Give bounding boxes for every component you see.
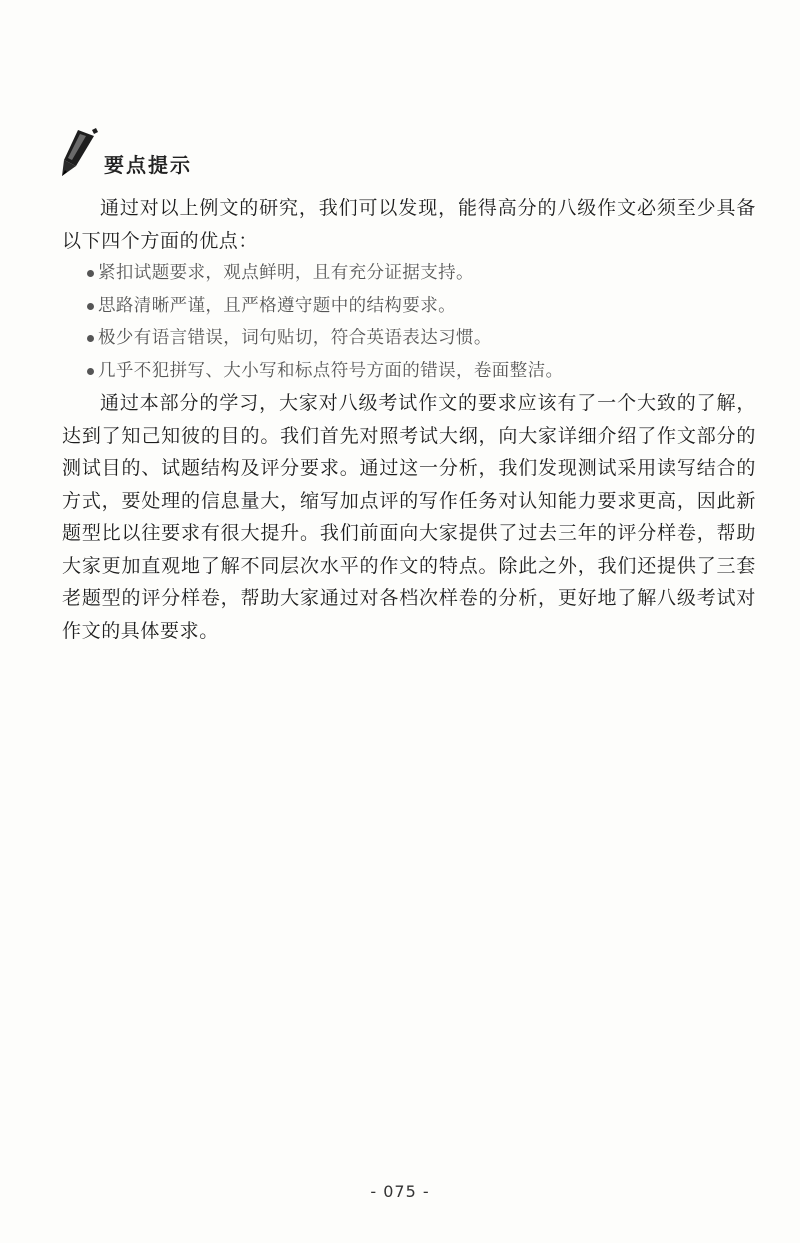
intro-paragraph: 通过对以上例文的研究，我们可以发现，能得高分的八级作文必须至少具备以下四个方面的优点：	[62, 197, 756, 252]
list-item	[62, 322, 756, 355]
main-content	[62, 192, 756, 647]
page-number: - 075 -	[370, 1182, 430, 1201]
bullet-icon	[87, 335, 94, 342]
list-item	[62, 290, 756, 323]
bullet-text: 几乎不犯拼写、大小写和标点符号方面的错误，卷面整洁。	[98, 360, 564, 381]
bullet-text: 紧扣试题要求，观点鲜明，且有充分证据支持。	[98, 263, 474, 283]
section-header	[56, 126, 192, 182]
list-item	[62, 355, 756, 388]
bullet-text: 思路清晰严谨，且严格遵守题中的结构要求。	[98, 295, 456, 316]
bullet-list	[62, 257, 756, 387]
summary-paragraph: 通过本部分的学习，大家对八级考试作文的要求应该有了一个大致的了解，达到了知己知彼的目的。我们首先对照考试大纲，向大家详细介绍了作文部分的测试目的、试题结构及评分要求。通过这一分析，我们发现测试采用读写结合的方式，要处理的信息量大，缩写加点评的写作任务对认知能力要求更高，因此新题型比以往要求有很大提升。我们前面向大家提供了过去三年的评分样卷，帮助大家更加直观地了解不同层次水平的作文的特点。除此之外，我们还提供了三套老题型的评分样卷，帮助大家通过对各档次样卷的分析，更好地了解八级考试对作文的具体要求。	[62, 392, 756, 642]
list-item	[62, 257, 756, 290]
pencil-icon	[56, 126, 102, 182]
section-title: 要点提示	[104, 152, 192, 177]
bullet-icon	[87, 270, 94, 277]
bullet-icon	[87, 368, 94, 375]
bullet-text: 极少有语言错误，词句贴切，符合英语表达习惯。	[98, 328, 492, 348]
bullet-icon	[87, 303, 94, 310]
